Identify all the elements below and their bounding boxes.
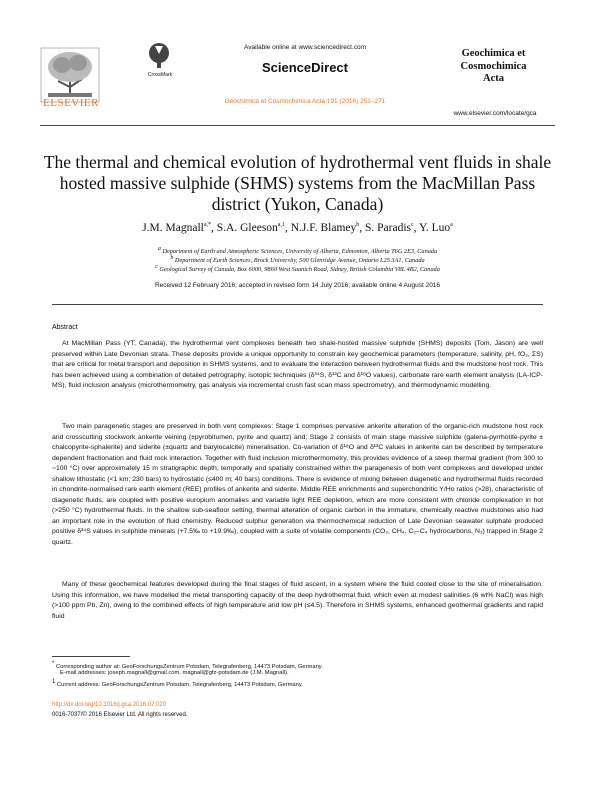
copyright-line: 0016-7037/© 2016 Elsevier Ltd. All rights reserved. — [52, 712, 188, 718]
affiliation: $^c$ Geological Survey of Canada, Box 6000, 9860 West Saanich Road, Sidney, British Columbia V8L 4B2, Canada — [155, 264, 440, 274]
affiliation: $^b$ Department of Earth Sciences, Brock University, 500 Glenridge Avenue, Ontario L2S 3A1, Canada — [170, 255, 425, 265]
journal-title — [436, 48, 551, 86]
journal-url[interactable]: www.elsevier.com/locate/gca — [453, 110, 537, 117]
author[interactable]: Y. Luo$^a$ — [419, 222, 453, 234]
publisher-name: ELSEVIER — [43, 97, 99, 109]
abstract-heading: Abstract — [52, 324, 78, 331]
author[interactable]: S.A. Gleeson$^{a,1}$ — [216, 222, 285, 234]
paper-title: The thermal and chemical evolution of hydrothermal vent fluids in shale hosted massive sulphide (SHMS) systems from the MacMillan Pass district (Yukon, Canada) — [43, 152, 552, 214]
available-online-text: Available online at www.sciencedirect.com — [244, 44, 366, 51]
abstract-paragraph: Many of these geochemical features developed during the final stages of fluid ascent, in a system where the fluid cooled close to the site of mineralisation. Using this information, we have modelled the metal transporting capacity of the deep hydrothermal fluid, which even at modest salinities (6 wt% NaCl) was high (>100 ppm Pb, Zn), owing to the combined effects of high temperature and low pH (≤4.5). Therefore in SHMS systems, enhanced geothermal gradients and rapid fluid — [52, 581, 543, 620]
sciencedirect-brand[interactable]: ScienceDirect — [262, 60, 348, 75]
author-list: J.M. Magnall$^{a,*}$, S.A. Gleeson$^{a,1}$, N.J.F. Blamey$^b$, S. Paradis$^c$, Y. Luo$^a$ — [142, 222, 453, 234]
journal-title-line: Cosmochimica — [460, 60, 527, 72]
abstract-paragraph: At MacMillan Pass (YT, Canada), the hydrothermal vent complexes beneath two shale-hosted massive sulphide (SHMS) deposits (Tom, Jason) are well preserved within Late Devonian strata. These deposits provide a unique opportunity to constrain key geochemical parameters (temperature, salinity, pH, fO₂, ΣS) that are critical for metal transport and deposition in SHMS systems, and to evaluate the interaction between hydrothermal fluids and the mudstone host rock. This has been achieved using a combination of detailed petrography, isotopic techniques (δ³⁴S, δ¹³C and δ¹⁸O values), carbonate rare earth element analysis (LA-ICP-MS), fluid inclusion analysis (microthermometry, gas analysis via incremental crush fast scan mass spectrometry), and thermodynamic modelling. — [52, 340, 543, 389]
received-dates: Received 12 February 2016; accepted in revised form 14 July 2016; available online 4 August 2016 — [154, 282, 441, 289]
journal-title-line: Geochimica et — [461, 48, 526, 59]
footnote: * Corresponding author at: GeoForschungsZentrum Potsdam, Telegrafenberg, 14473 Potsdam, Germany. — [52, 661, 323, 670]
journal-title-line: Acta — [483, 73, 504, 84]
crossmark-icon[interactable] — [148, 42, 170, 70]
header-divider — [40, 125, 555, 126]
affiliation: $^a$ Department of Earth and Atmospheric Sciences, University of Alberta, Edmonton, Alberta T6G 2E3, Canada — [157, 246, 438, 256]
author[interactable]: J.M. Magnall$^{a,*}$ — [142, 222, 212, 234]
journal-reference[interactable]: Geochimica et Cosmochimica Acta 191 (2016) 251–271 — [224, 98, 386, 105]
footnote: $^1$ Current address: GeoForschungsZentrum Potsdam, Telegrafenberg, 14473 Potsdam, Germany. — [52, 679, 303, 688]
author[interactable]: N.J.F. Blamey$^b$ — [290, 222, 360, 234]
doi-link[interactable]: http://dx.doi.org/10.1016/j.gca.2016.07.020 — [52, 702, 167, 708]
abstract-paragraph: Two main paragenetic stages are preserved in both vent complexes: Stage 1 comprises pervasive ankerite alteration of the organic-rich mudstone host rock and crosscutting stockwork ankerite veining (±pyrobitumen, pyrite and quartz) and; Stage 2 consists of main stage massive sulphide (galena-pyrrhotite-pyrite ± chalcopyrite-sphalerite) and siderite (±quartz and barylocalcite) mineralisation. Co-variation of δ¹⁸O and δ¹³C values in ankerite can be described by temperature dependent fractionation and fluid rock interaction. Together with fluid inclusion microthermometry, this provides evidence of a steep thermal gradient (from 300 to ~100 °C) over approximately 15 m stratigraphic depth, temporally and spatially constrained within the paragenesis of both vent complexes and developed under shallow lithostatic (<1 km; 230 bars) to hydrostatic (≤400 m; 40 bars) conditions. There is evidence of mixing between diagenetic and hydrothermal fluids recorded in chondrite-normalised rare earth element (REE) profiles of ankerite and siderite. Middle REE enrichments and superchondritic Y/Ho ratios (>28), characteristic of diagenetic fluids, are coupled with positive europium anomalies and variable light REE depletion, which are more consistent with chloride complexation in hot (>250 °C) hydrothermal fluids. In the shallow sub-seafloor setting, thermal alteration of organic carbon in the immature, chemically reactive mudstones also had an important role in the evolution of fluid chemistry. Reduced sulphur generation via thermochemical reduction of Late Devonian seawater sulphate produced positive δ³⁴S values in sulphide minerals (+7.5‰ to +19.9‰), coupled with a suite of volatile components (CO₂, CH₄, C₂–C₄ hydrocarbons, N₂) trapped in Stage 2 quartz. — [52, 423, 543, 546]
abstract-divider — [52, 304, 543, 305]
crossmark-label: CrossMark — [147, 72, 173, 78]
footnote-email[interactable]: E-mail addresses: joseph.magnall@gmail.com, magnall@gfz-potsdam.de (J.M. Magnall). — [60, 670, 289, 676]
footnote-divider — [52, 656, 130, 657]
author[interactable]: S. Paradis$^c$ — [365, 222, 414, 234]
